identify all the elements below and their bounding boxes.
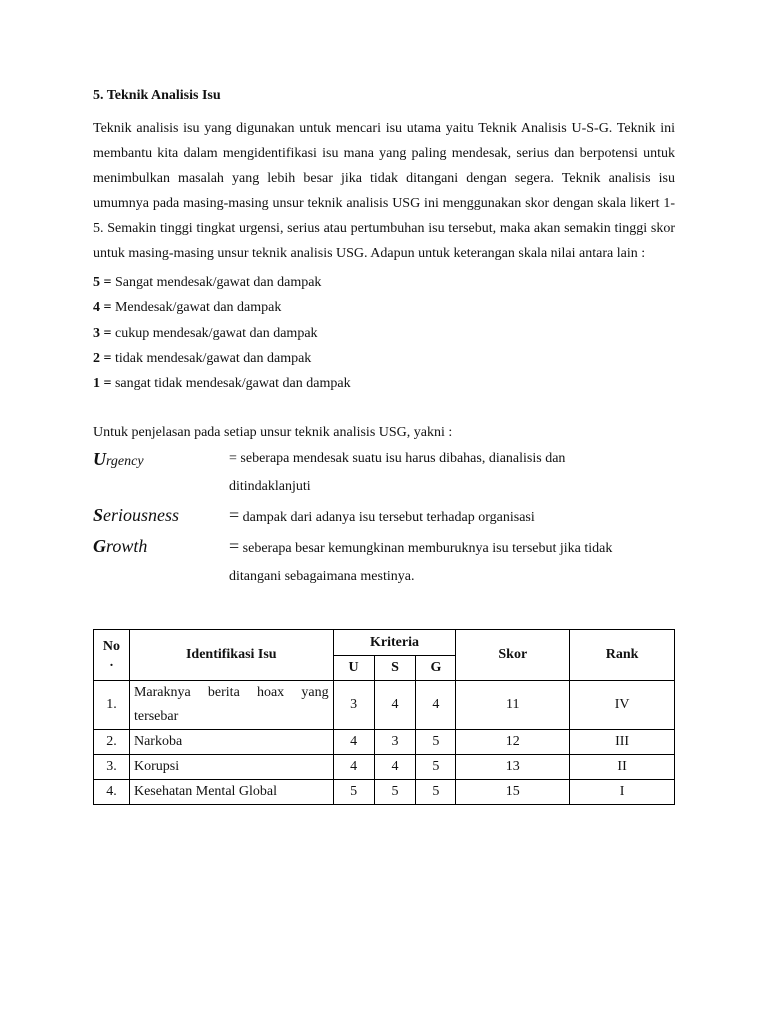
scale-text: cukup mendesak/gawat dan dampak bbox=[111, 325, 318, 341]
term-growth bbox=[93, 532, 229, 591]
cell-rank: II bbox=[570, 755, 675, 780]
definition-line: ditangani sebagaimana mestinya. bbox=[229, 569, 415, 585]
cell-issue: Korupsi bbox=[129, 755, 333, 780]
section-paragraph: Teknik analisis isu yang digunakan untuk mencari isu utama yaitu Teknik Analisis U-S-G. Teknik ini membantu kita dalam mengidentifikasi isu mana yang paling mendesak, serius dan berpotensi untuk menimbulkan masalah yang lebih besar jika tidak ditangani dengan segera. Teknik analisis isu umumnya pada masing-masing unsur teknik analisis USG ini menggunakan skor dengan skala likert 1-5. Semakin tinggi tingkat urgensi, serius atau pertumbuhan isu tersebut, maka akan semakin tinggi skor untuk masing-masing unsur teknik analisis USG. Adapun untuk keterangan skala nilai antara lain : bbox=[93, 121, 675, 261]
term-urgency bbox=[93, 445, 229, 501]
table-row bbox=[94, 730, 675, 755]
definition-growth bbox=[93, 532, 675, 591]
document-content bbox=[93, 86, 675, 591]
header-no: No . bbox=[94, 630, 130, 681]
scale-value: 2 = bbox=[93, 350, 112, 366]
cell-no: 3. bbox=[94, 755, 130, 780]
usg-table bbox=[93, 629, 675, 805]
cell-u: 3 bbox=[333, 681, 374, 730]
term-initial: S bbox=[93, 505, 104, 526]
table-row bbox=[94, 755, 675, 780]
scale-text: Mendesak/gawat dan dampak bbox=[111, 300, 282, 316]
definition-line: dampak dari adanya isu tersebut terhadap organisasi bbox=[239, 510, 535, 526]
scale-value: 3 = bbox=[93, 325, 112, 341]
cell-issue: Kesehatan Mental Global bbox=[129, 780, 333, 805]
term-seriousness bbox=[93, 501, 229, 532]
term-rest: rowth bbox=[106, 536, 148, 557]
cell-no: 1. bbox=[94, 681, 130, 730]
cell-u: 5 bbox=[333, 780, 374, 805]
header-issue: Identifikasi Isu bbox=[129, 630, 333, 681]
cell-s: 4 bbox=[374, 681, 416, 730]
cell-issue: Maraknya berita hoax yang tersebar bbox=[129, 681, 333, 730]
header-s: S bbox=[374, 656, 416, 681]
cell-score: 11 bbox=[456, 681, 570, 730]
definition-line: seberapa mendesak suatu isu harus dibahas, dianalisis dan bbox=[236, 451, 566, 467]
cell-score: 15 bbox=[456, 780, 570, 805]
scale-value: 1 = bbox=[93, 376, 112, 392]
scale-text: Sangat mendesak/gawat dan dampak bbox=[111, 275, 322, 290]
term-initial: G bbox=[93, 536, 106, 557]
table-row bbox=[94, 681, 675, 730]
cell-s: 4 bbox=[374, 755, 416, 780]
section-heading: 5. Teknik Analisis Isu bbox=[93, 88, 221, 103]
header-u: U bbox=[333, 656, 374, 681]
scale-item bbox=[93, 321, 675, 346]
header-criteria: Kriteria bbox=[333, 630, 456, 656]
scale-list bbox=[93, 270, 675, 396]
definition-urgency bbox=[93, 445, 675, 501]
table-row bbox=[94, 780, 675, 805]
scale-item bbox=[93, 295, 675, 320]
cell-g: 5 bbox=[416, 730, 456, 755]
cell-g: 4 bbox=[416, 681, 456, 730]
scale-value: 4 = bbox=[93, 300, 112, 316]
scale-value: 5 = bbox=[93, 275, 112, 290]
cell-no: 4. bbox=[94, 780, 130, 805]
definition-seriousness bbox=[93, 501, 675, 532]
scale-item bbox=[93, 371, 675, 396]
scale-item bbox=[93, 270, 675, 295]
cell-g: 5 bbox=[416, 780, 456, 805]
cell-g: 5 bbox=[416, 755, 456, 780]
header-g: G bbox=[416, 656, 456, 681]
equals-sign: = bbox=[229, 451, 237, 467]
cell-score: 12 bbox=[456, 730, 570, 755]
header-rank: Rank bbox=[570, 630, 675, 681]
equals-sign: = bbox=[229, 536, 240, 557]
definition-text bbox=[229, 445, 675, 501]
cell-score: 13 bbox=[456, 755, 570, 780]
cell-rank: IV bbox=[570, 681, 675, 730]
term-rest: eriousness bbox=[103, 505, 180, 526]
term-initial: U bbox=[93, 449, 106, 470]
scale-text: tidak mendesak/gawat dan dampak bbox=[111, 350, 312, 366]
cell-rank: I bbox=[570, 780, 675, 805]
cell-s: 5 bbox=[374, 780, 416, 805]
cell-u: 4 bbox=[333, 730, 374, 755]
definition-text bbox=[229, 501, 675, 532]
definitions-intro: Untuk penjelasan pada setiap unsur teknik analisis USG, yakni : bbox=[93, 425, 453, 441]
cell-s: 3 bbox=[374, 730, 416, 755]
definition-text bbox=[229, 532, 675, 591]
cell-no: 2. bbox=[94, 730, 130, 755]
cell-u: 4 bbox=[333, 755, 374, 780]
scale-text: sangat tidak mendesak/gawat dan dampak bbox=[111, 376, 351, 392]
cell-issue: Narkoba bbox=[129, 730, 333, 755]
definition-line: seberapa besar kemungkinan memburuknya isu tersebut jika tidak bbox=[239, 541, 613, 557]
term-rest: rgency bbox=[106, 454, 144, 470]
scale-item bbox=[93, 346, 675, 371]
table-header-row bbox=[94, 630, 675, 656]
header-score: Skor bbox=[456, 630, 570, 681]
cell-rank: III bbox=[570, 730, 675, 755]
definition-line: ditindaklanjuti bbox=[229, 479, 311, 495]
equals-sign: = bbox=[229, 505, 240, 526]
